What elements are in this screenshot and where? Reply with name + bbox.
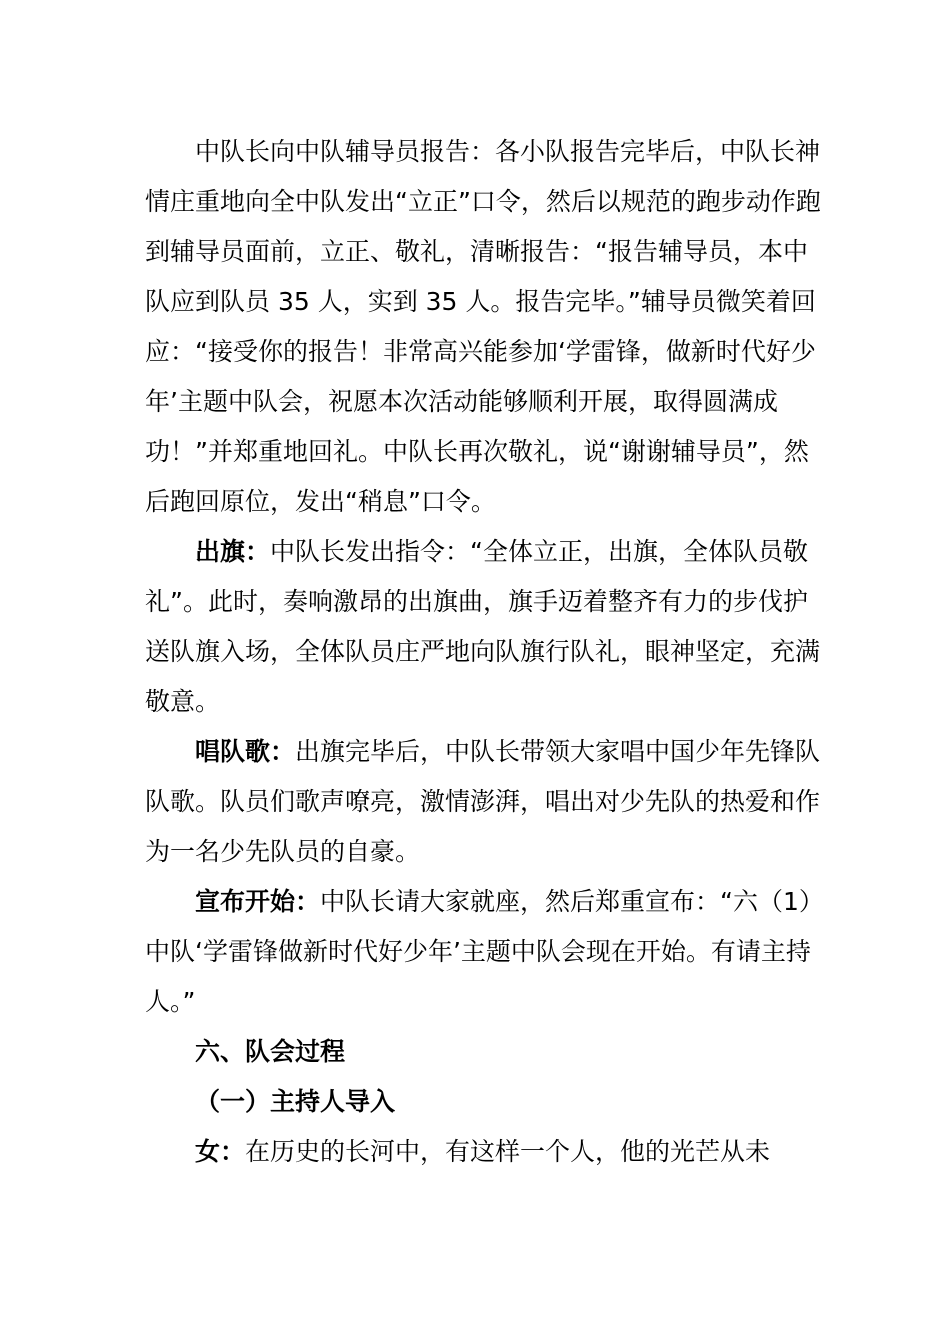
paragraph-anthem-text: 出旗完毕后，中队长带领大家唱中国少年先锋队队歌。队员们歌声嘹亮，激情澎湃，唱出对少先队的热爱和作为一名少先队员的自豪。 — [145, 737, 821, 866]
paragraph-report — [145, 127, 830, 527]
section-heading: 六、队会过程 — [195, 1037, 346, 1066]
paragraph-anthem — [145, 727, 830, 877]
subsection-heading: （一）主持人导入 — [195, 1087, 396, 1116]
paragraph-anthem-lead: 唱队歌： — [195, 737, 296, 766]
paragraph-report-text: 中队长向中队辅导员报告：各小队报告完毕后，中队长神情庄重地向全中队发出“立正”口令，然后以规范的跑步动作跑到辅导员面前，立正、敬礼，清晰报告：“报告辅导员，本中队应到队员 35 人，实到 35 人。报告完毕。”辅导员微笑着回应：“接受你的报告！非常高兴能参加‘学雷锋，做新时代好少年’主题中队会，祝愿本次活动能够顺利开展，取得圆满成功！”并郑重地回礼。中队长再次敬礼，说“谢谢辅导员”，然后跑回原位，发出“稍息”口令。 — [145, 137, 821, 516]
paragraph-flag — [145, 527, 830, 727]
paragraph-host-intro — [145, 1127, 830, 1177]
paragraph-host-intro-lead: 女： — [195, 1137, 246, 1166]
paragraph-flag-lead: 出旗： — [195, 537, 271, 566]
paragraph-host-intro-text: 在历史的长河中，有这样一个人，他的光芒从未 — [245, 1137, 771, 1166]
paragraph-start — [145, 877, 830, 1027]
paragraph-flag-text: 中队长发出指令：“全体立正，出旗，全体队员敬礼”。此时，奏响激昂的出旗曲，旗手迈着整齐有力的步伐护送队旗入场，全体队员庄严地向队旗行队礼，眼神坚定，充满敬意。 — [145, 537, 821, 716]
paragraph-start-lead: 宣布开始： — [195, 887, 321, 916]
paragraph-start-text: 中队长请大家就座，然后郑重宣布：“六（1）中队‘学雷锋做新时代好少年’主题中队会现在开始。有请主持人。” — [145, 887, 824, 1016]
